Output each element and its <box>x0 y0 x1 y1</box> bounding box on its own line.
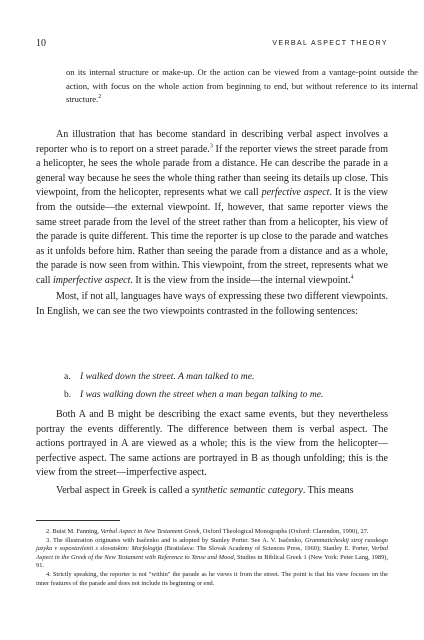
paragraph-1-text-a: An illustration that has become standard in describing verbal aspect involves a reporter who is to report on a street parade. <box>36 129 388 155</box>
footnote-2-text-b: , Oxford Theological Monographs (Oxford: Clarendon, 1990), 27. <box>199 528 369 535</box>
paragraph-2 <box>36 290 388 319</box>
footnote-ref-4[interactable]: 4 <box>350 274 354 281</box>
block-quote <box>36 66 424 107</box>
footnote-2 <box>36 528 388 537</box>
footnote-ref-2[interactable]: 2 <box>98 94 102 101</box>
example-list <box>64 368 384 404</box>
paragraph-3-text: Both A and B might be describing the exact same events, but they nevertheless portray the events differently. The difference between them is verbal aspect. The actions portrayed in A are viewed as a whole; this is the view from the helicopter—perfective aspect. The same actions are portrayed in B as though unfolding; this is the view from the street—imperfective aspect. <box>36 409 388 479</box>
paragraph-1-text-c: . It is the view from the outside—the external viewpoint. If, however, that same reporter views the same street parade from the level of the street rather than from a helicopter, his view of the parade is quite different. This time the reporter is up close to the parade and watches as it unfolds before him. Rather than seeing the parade from a distance and as a whole, the parade is now seen from within. This viewpoint, from the street, represents what we call <box>36 187 389 286</box>
paragraph-1-text-b: If the reporter views the street parade from a helicopter, he sees the whole parade from a distance. He can describe the parade in a general way because he sees the whole thing rather than seeing its details up close. This viewpoint, from the helicopter, represents what we call <box>36 143 388 199</box>
example-item <box>64 386 384 404</box>
footnote-3-text-a: 3. The illustration originates with Isačenko and is adopted by Stanley Porter. See A. V. Isačenko, <box>46 536 305 544</box>
footnote-3-text-b: (Bratislava: The Slovak Academy of Sciences Press, 1960); Stanley E. Porter, <box>162 545 372 553</box>
paragraph-4-text-a: Verbal aspect in Greek is called a <box>56 485 192 496</box>
term-imperfective-aspect: imperfective aspect <box>52 274 131 286</box>
footnote-3 <box>36 537 388 571</box>
page-header <box>36 38 388 50</box>
running-head: VERBAL ASPECT THEORY <box>272 40 388 47</box>
footnotes <box>36 528 388 588</box>
paragraph-3 <box>36 408 388 481</box>
footnote-3-title-1: Grammaticheskij stroj russkogo jazyka v sopostavlenii s slovatskim: Morfologija <box>36 536 388 553</box>
footnote-3-title-2: Verbal Aspect in the Greek of the New Testament with Reference to Tense and Mood <box>36 545 388 561</box>
example-text: I walked down the street. A man talked to me. <box>80 371 255 382</box>
page-number: 10 <box>36 38 46 49</box>
paragraph-2-text: Most, if not all, languages have ways of expressing these two different viewpoints. In English, we can see the two viewpoints contrasted in the following sentences: <box>36 291 388 317</box>
term-perfective-aspect: perfective aspect <box>261 187 330 199</box>
example-label: b. <box>64 389 72 400</box>
example-item <box>64 368 384 386</box>
term-synthetic-semantic-category: synthetic semantic category <box>191 485 303 496</box>
footnote-2-title: Verbal Aspect in New Testament Greek <box>100 528 200 535</box>
paragraph-1 <box>36 128 388 289</box>
example-label: a. <box>64 371 71 382</box>
example-text: I was walking down the street when a man began talking to me. <box>80 389 324 400</box>
paragraph-1-text-d: . It is the view from the inside—the internal viewpoint. <box>130 274 351 286</box>
footnote-3-text-c: , Studies in Biblical Greek 1 (New York: Peter Lang, 1989), 91. <box>36 553 388 570</box>
footnote-2-text-a: 2. Buist M. Fanning, <box>46 528 101 535</box>
footnote-4: 4. Strictly speaking, the reporter is not "within" the parade as he views it from the street. The point is that his view focuses on the inner features of the parade and does not include its beginning or end. <box>36 570 388 587</box>
block-quote-text: on its internal structure or make-up. Or the action can be viewed from a vantage-point outside the action, with focus on the whole action from beginning to end, but without reference to its internal structure. <box>66 67 418 104</box>
paragraph-4-text-b: . This means <box>302 485 354 496</box>
footnote-ref-3[interactable]: 3 <box>209 143 213 150</box>
paragraph-4 <box>36 484 388 499</box>
footnote-separator <box>36 520 120 521</box>
